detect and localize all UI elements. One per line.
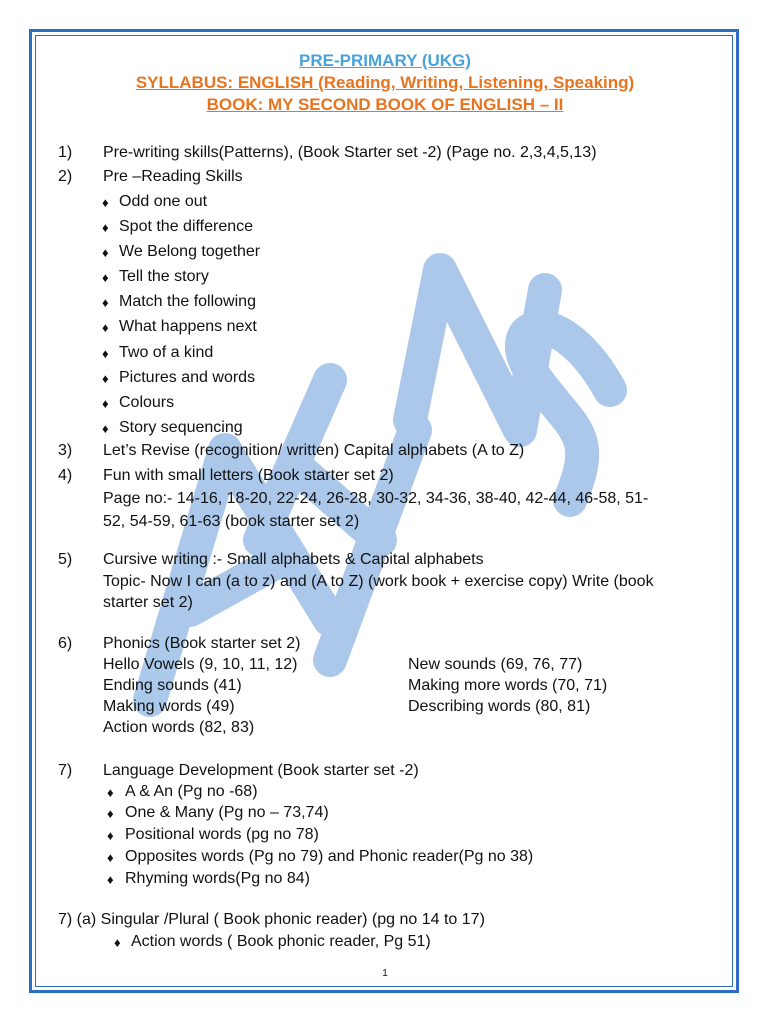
bullet-icon: ♦	[107, 828, 114, 843]
list-item: Match the following	[119, 293, 256, 310]
list-item: Colours	[119, 394, 175, 411]
section-5-topic-cont: starter set 2)	[103, 594, 193, 611]
list-item: We Belong together	[119, 243, 261, 260]
list-item: Pictures and words	[119, 369, 256, 386]
list-item: Story sequencing	[119, 419, 243, 436]
bullet-icon: ♦	[107, 806, 114, 821]
phonics-left-item: Making words (49)	[103, 698, 235, 715]
section-5-topic: Topic- Now I can (a to z) and (A to Z) (work book + exercise copy) Write (book	[103, 573, 654, 590]
section-6-number: 6)	[58, 635, 73, 652]
list-item: Action words ( Book phonic reader, Pg 51)	[131, 933, 431, 950]
bullet-icon: ♦	[107, 785, 114, 800]
section-1-number: 1)	[58, 144, 73, 161]
page-number: 1	[382, 968, 388, 979]
bullet-icon: ♦	[102, 421, 109, 436]
section-3-text: Let’s Revise (recognition/ written) Capital alphabets (A to Z)	[103, 442, 525, 459]
bullet-icon: ♦	[102, 220, 109, 235]
section-2-number: 2)	[58, 168, 73, 185]
bullet-icon: ♦	[102, 270, 109, 285]
list-item: Odd one out	[119, 193, 208, 210]
bullet-icon: ♦	[102, 371, 109, 386]
section-7a-text: 7) (a) Singular /Plural ( Book phonic reader) (pg no 14 to 17)	[58, 911, 485, 928]
list-item: One & Many (Pg no – 73,74)	[125, 804, 329, 821]
list-item: Spot the difference	[119, 218, 254, 235]
section-7-text: Language Development (Book starter set -2)	[103, 762, 419, 779]
bullet-icon: ♦	[102, 396, 109, 411]
section-4-pages: Page no:- 14-16, 18-20, 22-24, 26-28, 30-32, 34-36, 38-40, 42-44, 46-58, 51-	[103, 490, 649, 507]
phonics-left-item: Ending sounds (41)	[103, 677, 242, 694]
page-title-syllabus: SYLLABUS: ENGLISH (Reading, Writing, Listening, Speaking)	[135, 73, 635, 92]
list-item: Rhyming words(Pg no 84)	[125, 870, 310, 887]
bullet-icon: ♦	[102, 346, 109, 361]
section-4-pages-cont: 52, 54-59, 61-63 (book starter set 2)	[103, 513, 360, 530]
bullet-icon: ♦	[107, 850, 114, 865]
section-4-text: Fun with small letters (Book starter set 2)	[103, 467, 394, 484]
list-item: Opposites words (Pg no 79) and Phonic reader(Pg no 38)	[125, 848, 534, 865]
list-item: Two of a kind	[119, 344, 214, 361]
bullet-icon: ♦	[102, 195, 109, 210]
page-title-book: BOOK: MY SECOND BOOK OF ENGLISH – II	[206, 95, 564, 114]
list-item: Positional words (pg no 78)	[125, 826, 319, 843]
section-3-number: 3)	[58, 442, 73, 459]
section-1-text: Pre-writing skills(Patterns), (Book Starter set -2) (Page no. 2,3,4,5,13)	[103, 144, 597, 161]
phonics-right-item: Making more words (70, 71)	[408, 677, 608, 694]
section-7-number: 7)	[58, 762, 73, 779]
section-2-text: Pre –Reading Skills	[103, 168, 243, 185]
bullet-icon: ♦	[102, 320, 109, 335]
list-item: What happens next	[119, 318, 257, 335]
bullet-icon: ♦	[107, 872, 114, 887]
phonics-right-item: New sounds (69, 76, 77)	[408, 656, 583, 673]
bullet-icon: ♦	[102, 245, 109, 260]
phonics-left-item: Hello Vowels (9, 10, 11, 12)	[103, 656, 298, 673]
page-title-class: PRE-PRIMARY (UKG)	[299, 51, 471, 70]
section-5-text: Cursive writing :- Small alphabets & Capital alphabets	[103, 551, 484, 568]
section-5-number: 5)	[58, 551, 73, 568]
phonics-left-item: Action words (82, 83)	[103, 719, 255, 736]
section-4-number: 4)	[58, 467, 73, 484]
list-item: Tell the story	[119, 268, 209, 285]
bullet-icon: ♦	[114, 935, 121, 950]
bullet-icon: ♦	[102, 295, 109, 310]
list-item: A & An (Pg no -68)	[125, 783, 258, 800]
phonics-right-item: Describing words (80, 81)	[408, 698, 591, 715]
section-6-text: Phonics (Book starter set 2)	[103, 635, 301, 652]
